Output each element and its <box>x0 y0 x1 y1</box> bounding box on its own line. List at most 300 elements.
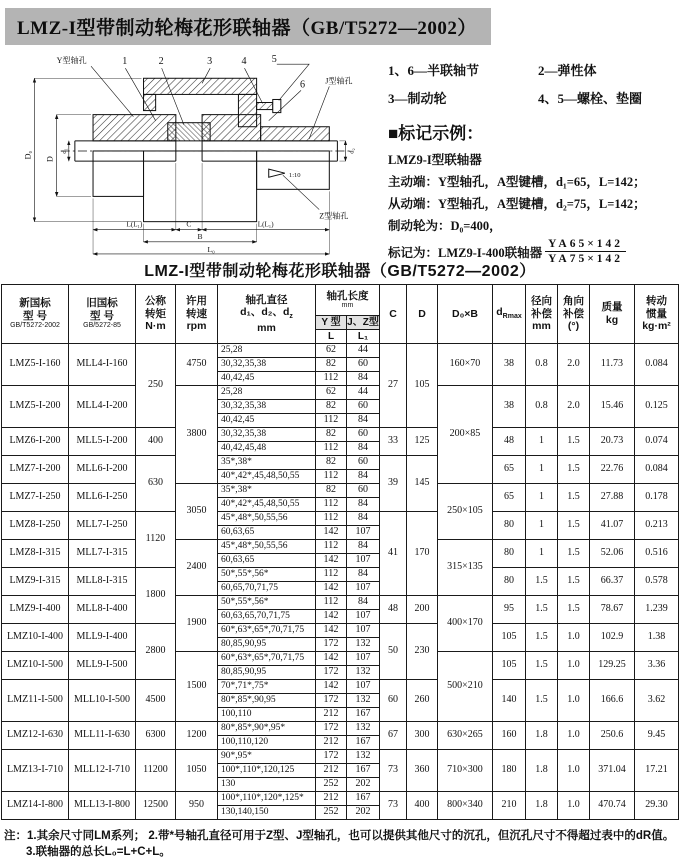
length-l1-cell: 107 <box>347 582 380 596</box>
dim-l-right-label: L(L₁) <box>257 220 274 229</box>
length-l-cell: 212 <box>316 764 347 778</box>
header-c: C <box>380 285 407 344</box>
mass-cell: 41.07 <box>590 512 635 540</box>
header-inertia: 转动 惯量 kg·m² <box>635 285 679 344</box>
d0xb-cell: 160×70 <box>438 344 493 386</box>
legend-row-1 <box>388 60 676 79</box>
length-l-cell: 112 <box>316 470 347 484</box>
torque-cell: 2800 <box>136 624 176 680</box>
left-hub-bottom <box>93 151 143 196</box>
model-old-cell: MLL8-I-315 <box>69 568 136 596</box>
table-row <box>2 750 679 764</box>
bore-diameter-cell: 130,140,150 <box>218 806 316 820</box>
table-row <box>2 792 679 806</box>
length-l1-cell: 84 <box>347 596 380 610</box>
bore-diameter-cell: 40*,42*,45,48,50,55 <box>218 470 316 484</box>
model-new-cell: LMZ5-I-200 <box>2 386 69 428</box>
length-l-cell: 142 <box>316 526 347 540</box>
bore-diameter-cell: 60,65,70,71,75 <box>218 582 316 596</box>
inertia-cell: 0.084 <box>635 456 679 484</box>
speed-cell: 4750 <box>176 344 218 386</box>
model-old-cell: MLL7-I-315 <box>69 540 136 568</box>
drmax-cell: 105 <box>493 652 526 680</box>
model-old-cell: MLL6-I-250 <box>69 484 136 512</box>
c-cell: 39 <box>380 456 407 512</box>
mass-cell: 129.25 <box>590 652 635 680</box>
speed-cell: 3050 <box>176 484 218 540</box>
inertia-cell: 0.516 <box>635 540 679 568</box>
torque-cell: 400 <box>136 428 176 456</box>
length-l-cell: 112 <box>316 512 347 526</box>
legend-item-2: 2—弹性体 <box>538 63 597 78</box>
inertia-cell: 1.38 <box>635 624 679 652</box>
drmax-cell: 80 <box>493 568 526 596</box>
torque-cell: 1800 <box>136 568 176 624</box>
radial-comp-cell: 1.5 <box>526 624 558 652</box>
d0xb-cell: 200×85 <box>438 386 493 484</box>
length-l1-cell: 60 <box>347 484 380 498</box>
speed-cell: 3800 <box>176 386 218 484</box>
designation-text: 标记为：LMZ9-I-400联轴器 <box>388 245 543 260</box>
right-hub-bottom <box>257 151 330 189</box>
mass-cell: 11.73 <box>590 344 635 386</box>
table-row <box>2 624 679 638</box>
model-new-cell: LMZ11-I-500 <box>2 680 69 722</box>
length-l-cell: 142 <box>316 554 347 568</box>
bore-diameter-cell: 90*,95* <box>218 750 316 764</box>
bore-diameter-cell: 45*,48*,50,55,56 <box>218 540 316 554</box>
bore-diameter-cell: 100,110 <box>218 708 316 722</box>
d0xb-cell: 800×340 <box>438 792 493 820</box>
callout-3: 3 <box>207 56 213 68</box>
model-new-cell: LMZ6-I-200 <box>2 428 69 456</box>
dim-d1-label: d₁ <box>60 148 68 154</box>
inertia-cell: 17.21 <box>635 750 679 792</box>
model-new-cell: LMZ10-I-500 <box>2 652 69 680</box>
radial-comp-cell: 1.8 <box>526 750 558 792</box>
table-row <box>2 428 679 442</box>
length-l-cell: 142 <box>316 582 347 596</box>
table-row <box>2 722 679 736</box>
length-l1-cell: 60 <box>347 400 380 414</box>
d-cell: 105 <box>407 344 438 428</box>
drmax-cell: 48 <box>493 428 526 456</box>
model-old-cell: MLL11-I-630 <box>69 722 136 750</box>
length-l1-cell: 44 <box>347 344 380 358</box>
notes-line-1: 注：1.其余尺寸同LM系列； 2.带*号轴孔直径可用于Z型、J型轴孔，也可以提供其他尺寸的沉孔，但沉孔尺寸不得超过表中的dR值。 <box>4 830 675 842</box>
d0xb-cell: 500×210 <box>438 652 493 722</box>
d-cell: 260 <box>407 680 438 722</box>
example-line-3: 从动端：Y型轴孔，A型键槽，d₂=75，L=142； <box>388 197 646 211</box>
length-l1-cell: 84 <box>347 568 380 582</box>
length-l1-cell: 107 <box>347 554 380 568</box>
length-l-cell: 172 <box>316 694 347 708</box>
radial-comp-cell: 1.8 <box>526 792 558 820</box>
bore-diameter-cell: 100*,110*,120,125 <box>218 764 316 778</box>
c-cell: 60 <box>380 680 407 722</box>
fraction-top: YA65×142 <box>545 238 626 252</box>
technical-drawing <box>4 50 382 258</box>
d0xb-cell: 710×300 <box>438 750 493 792</box>
brake-wheel-rim <box>144 78 257 94</box>
length-l1-cell: 84 <box>347 470 380 484</box>
torque-cell: 12500 <box>136 792 176 820</box>
model-new-cell: LMZ7-I-200 <box>2 456 69 484</box>
drmax-cell: 180 <box>493 750 526 792</box>
angular-comp-cell: 1.5 <box>558 456 590 484</box>
c-cell: 41 <box>380 512 407 596</box>
bore-diameter-cell: 70*,71*,75* <box>218 680 316 694</box>
radial-comp-cell: 1 <box>526 428 558 456</box>
length-l1-cell: 84 <box>347 372 380 386</box>
bore-diameter-cell: 30,32,35,38 <box>218 400 316 414</box>
model-old-cell: MLL12-I-710 <box>69 750 136 792</box>
model-old-cell: MLL4-I-200 <box>69 386 136 428</box>
radial-comp-cell: 1.5 <box>526 568 558 596</box>
model-old-cell: MLL5-I-200 <box>69 428 136 456</box>
mass-cell: 22.76 <box>590 456 635 484</box>
length-l-cell: 82 <box>316 400 347 414</box>
left-half-coupling <box>93 115 176 141</box>
speed-cell: 2400 <box>176 540 218 596</box>
example-line-1: LMZ9-I型联轴器 <box>388 153 482 167</box>
length-l1-cell: 167 <box>347 792 380 806</box>
drmax-cell: 210 <box>493 792 526 820</box>
length-l1-cell: 167 <box>347 736 380 750</box>
bore-diameter-cell: 25,28 <box>218 386 316 400</box>
length-l-cell: 82 <box>316 358 347 372</box>
table-row <box>2 386 679 400</box>
d-cell: 200 <box>407 596 438 624</box>
table-row <box>2 512 679 526</box>
d-cell: 170 <box>407 512 438 596</box>
header-torque: 公称 转矩 N·m <box>136 285 176 344</box>
dim-b-label: B <box>197 231 203 241</box>
length-l1-cell: 132 <box>347 750 380 764</box>
model-old-cell: MLL4-I-160 <box>69 344 136 386</box>
c-cell: 73 <box>380 792 407 820</box>
taper-label: 1:10 <box>288 172 301 180</box>
c-cell: 27 <box>380 344 407 428</box>
length-l-cell: 82 <box>316 456 347 470</box>
d0xb-cell: 630×265 <box>438 722 493 750</box>
model-new-cell: LMZ8-I-315 <box>2 540 69 568</box>
model-new-cell: LMZ7-I-250 <box>2 484 69 512</box>
length-l1-cell: 132 <box>347 694 380 708</box>
length-l1-cell: 107 <box>347 610 380 624</box>
dim-l-left-label: L(L₁) <box>126 220 143 229</box>
callout-4: 4 <box>241 56 247 68</box>
length-l-cell: 62 <box>316 386 347 400</box>
drmax-cell: 80 <box>493 540 526 568</box>
header-angular-comp: 角向 补偿 (°) <box>558 285 590 344</box>
fraction-bottom: YA75×142 <box>548 253 624 265</box>
bore-diameter-cell: 100,110,120 <box>218 736 316 750</box>
radial-comp-cell: 1 <box>526 484 558 512</box>
callout-2: 2 <box>158 56 164 68</box>
speed-cell: 1200 <box>176 722 218 750</box>
mass-cell: 102.9 <box>590 624 635 652</box>
angular-comp-cell: 2.0 <box>558 344 590 386</box>
length-l1-cell: 167 <box>347 708 380 722</box>
model-new-cell: LMZ9-I-400 <box>2 596 69 624</box>
inertia-cell: 0.084 <box>635 344 679 386</box>
bore-diameter-cell: 50*,55*,56* <box>218 568 316 582</box>
dim-c-label: C <box>186 219 192 229</box>
length-l1-cell: 60 <box>347 456 380 470</box>
drmax-cell: 65 <box>493 456 526 484</box>
torque-cell: 250 <box>136 344 176 428</box>
notes-line-2: 3.联轴器的总长L₀=L+C+L。 <box>26 846 171 859</box>
bore-diameter-cell: 60,63,65 <box>218 554 316 568</box>
bore-diameter-cell: 35*,38* <box>218 456 316 470</box>
length-l1-cell: 107 <box>347 652 380 666</box>
c-cell: 50 <box>380 624 407 680</box>
table-row <box>2 680 679 694</box>
length-l-cell: 172 <box>316 722 347 736</box>
y-bore-label: Y型轴孔 <box>56 56 87 66</box>
j-bore-label: J型轴孔 <box>325 76 353 86</box>
header-radial-comp: 径向 补偿 mm <box>526 285 558 344</box>
table-row <box>2 344 679 358</box>
angular-comp-cell: 1.0 <box>558 652 590 680</box>
radial-comp-cell: 1.5 <box>526 652 558 680</box>
notes <box>4 828 678 860</box>
length-l-cell: 82 <box>316 428 347 442</box>
right-hub <box>261 127 330 141</box>
callout-5: 5 <box>271 54 277 66</box>
length-l1-cell: 84 <box>347 442 380 456</box>
table-row <box>2 652 679 666</box>
model-new-cell: LMZ8-I-250 <box>2 512 69 540</box>
length-l-cell: 142 <box>316 652 347 666</box>
table-row <box>2 540 679 554</box>
length-l-cell: 112 <box>316 372 347 386</box>
callout-6: 6 <box>300 79 306 91</box>
bore-diameter-cell: 45*,48*,50,55,56 <box>218 512 316 526</box>
mass-cell: 166.6 <box>590 680 635 722</box>
c-cell: 48 <box>380 596 407 624</box>
d-cell: 125 <box>407 428 438 456</box>
spec-table <box>1 284 679 820</box>
bore-diameter-cell: 80*,85*,90,95 <box>218 694 316 708</box>
model-old-cell: MLL13-I-800 <box>69 792 136 820</box>
length-l1-cell: 84 <box>347 414 380 428</box>
bore-diameter-cell: 40,42,45 <box>218 372 316 386</box>
speed-cell: 1500 <box>176 652 218 722</box>
mass-cell: 15.46 <box>590 386 635 428</box>
radial-comp-cell: 1 <box>526 512 558 540</box>
radial-comp-cell: 1 <box>526 540 558 568</box>
model-old-cell: MLL6-I-200 <box>69 456 136 484</box>
radial-comp-cell: 0.8 <box>526 386 558 428</box>
legend-row-2 <box>388 88 676 107</box>
legend-item-3: 3—制动轮 <box>388 91 447 106</box>
mass-cell: 470.74 <box>590 792 635 820</box>
length-l-cell: 112 <box>316 414 347 428</box>
model-new-cell: LMZ9-I-315 <box>2 568 69 596</box>
table-row <box>2 484 679 498</box>
speed-cell: 1900 <box>176 596 218 652</box>
angular-comp-cell: 1.5 <box>558 568 590 596</box>
inertia-cell: 3.36 <box>635 652 679 680</box>
bore-diameter-cell: 60*,63*,65*,70,71,75 <box>218 624 316 638</box>
mass-cell: 20.73 <box>590 428 635 456</box>
inertia-cell: 1.239 <box>635 596 679 624</box>
bore-diameter-cell: 25,28 <box>218 344 316 358</box>
length-l1-cell: 107 <box>347 526 380 540</box>
radial-comp-cell: 0.8 <box>526 344 558 386</box>
length-l-cell: 142 <box>316 610 347 624</box>
angular-comp-cell: 1.0 <box>558 624 590 652</box>
header-d: D <box>407 285 438 344</box>
bore-diameter-cell: 30,32,35,38 <box>218 428 316 442</box>
length-l1-cell: 132 <box>347 638 380 652</box>
length-l1-cell: 44 <box>347 386 380 400</box>
drmax-cell: 140 <box>493 680 526 722</box>
drmax-cell: 105 <box>493 624 526 652</box>
length-l-cell: 112 <box>316 498 347 512</box>
bore-diameter-cell: 80*,85*,90*,95* <box>218 722 316 736</box>
angular-comp-cell: 1.5 <box>558 596 590 624</box>
length-l1-cell: 60 <box>347 428 380 442</box>
legend-item-4: 4、5—螺栓、垫圈 <box>538 91 643 106</box>
length-l-cell: 112 <box>316 442 347 456</box>
bore-diameter-cell: 35*,38* <box>218 484 316 498</box>
header-drmax: $d_{Rmax}$ <box>493 285 526 344</box>
model-old-cell: MLL7-I-250 <box>69 512 136 540</box>
length-l-cell: 142 <box>316 680 347 694</box>
angular-comp-cell: 1.5 <box>558 428 590 456</box>
c-cell: 73 <box>380 750 407 792</box>
radial-comp-cell: 1.5 <box>526 680 558 722</box>
coupling-section <box>61 78 352 221</box>
length-l1-cell: 107 <box>347 624 380 638</box>
d0xb-cell: 315×135 <box>438 540 493 596</box>
taper-mark <box>269 169 285 177</box>
length-l-cell: 112 <box>316 596 347 610</box>
legend-item-1: 1、6—半联轴节 <box>388 63 480 78</box>
d0xb-cell: 400×170 <box>438 596 493 652</box>
torque-cell: 11200 <box>136 750 176 792</box>
angular-comp-cell: 1.5 <box>558 484 590 512</box>
bore-diameter-cell: 100*,110*,120*,125* <box>218 792 316 806</box>
length-l1-cell: 84 <box>347 540 380 554</box>
model-old-cell: MLL9-I-500 <box>69 652 136 680</box>
bore-diameter-cell: 60*,63*,65*,70,71,75 <box>218 652 316 666</box>
length-l1-cell: 167 <box>347 764 380 778</box>
length-l-cell: 62 <box>316 344 347 358</box>
table-row <box>2 568 679 582</box>
length-l-cell: 172 <box>316 750 347 764</box>
model-new-cell: LMZ13-I-710 <box>2 750 69 792</box>
example-heading: ■标记示例： <box>388 124 484 143</box>
radial-comp-cell: 1.5 <box>526 596 558 624</box>
angular-comp-cell: 1.0 <box>558 722 590 750</box>
example-line-4: 制动轮为：D₀=400， <box>388 219 502 233</box>
drmax-cell: 38 <box>493 386 526 428</box>
length-l1-cell: 202 <box>347 778 380 792</box>
radial-comp-cell: 1 <box>526 456 558 484</box>
model-new-cell: LMZ10-I-400 <box>2 624 69 652</box>
length-l1-cell: 132 <box>347 666 380 680</box>
angular-comp-cell: 2.0 <box>558 386 590 428</box>
header-l: L <box>316 330 347 344</box>
bolt <box>257 103 273 110</box>
d-cell: 300 <box>407 722 438 750</box>
header-l1: L₁ <box>347 330 380 344</box>
speed-cell: 950 <box>176 792 218 820</box>
mass-cell: 52.06 <box>590 540 635 568</box>
page-title: LMZ-I型带制动轮梅花形联轴器（GB/T5272—2002） <box>5 8 491 45</box>
length-l1-cell: 84 <box>347 512 380 526</box>
bore-diameter-cell: 60,63,65,70,71,75 <box>218 610 316 624</box>
bore-diameter-cell: 40*,42*,45,48,50,55 <box>218 498 316 512</box>
angular-comp-cell: 1.0 <box>558 792 590 820</box>
bore-diameter-cell: 40,42,45,48 <box>218 442 316 456</box>
callout-1: 1 <box>122 56 128 68</box>
torque-cell: 6300 <box>136 722 176 750</box>
header-speed: 许用 转速 rpm <box>176 285 218 344</box>
inertia-cell: 0.213 <box>635 512 679 540</box>
mass-cell: 371.04 <box>590 750 635 792</box>
header-jz-type: J、Z型 <box>347 316 379 328</box>
mass-cell: 78.67 <box>590 596 635 624</box>
torque-cell: 1120 <box>136 512 176 568</box>
length-l-cell: 212 <box>316 736 347 750</box>
header-bore-diameter: 轴孔直径 d₁、d₂、$d_z$ mm <box>218 285 316 344</box>
torque-cell: 4500 <box>136 680 176 722</box>
bore-diameter-cell: 130 <box>218 778 316 792</box>
c-cell: 67 <box>380 722 407 750</box>
d-cell: 400 <box>407 792 438 820</box>
model-new-cell: LMZ5-I-160 <box>2 344 69 386</box>
inertia-cell: 3.62 <box>635 680 679 722</box>
mass-cell: 66.37 <box>590 568 635 596</box>
drmax-cell: 65 <box>493 484 526 512</box>
table-row <box>2 456 679 470</box>
table-row <box>2 596 679 610</box>
length-l-cell: 252 <box>316 778 347 792</box>
inertia-cell: 29.30 <box>635 792 679 820</box>
drmax-cell: 160 <box>493 722 526 750</box>
table-title: LMZ-I型带制动轮梅花形联轴器（GB/T5272—2002） <box>144 263 536 280</box>
model-old-cell: MLL8-I-400 <box>69 596 136 624</box>
model-old-cell: MLL10-I-500 <box>69 680 136 722</box>
model-new-cell: LMZ14-I-800 <box>2 792 69 820</box>
header-y-type: Y 型 <box>316 316 347 330</box>
radial-comp-cell: 1.8 <box>526 722 558 750</box>
length-l1-cell: 132 <box>347 722 380 736</box>
bore-diameter-cell: 50*,55*,56* <box>218 596 316 610</box>
bore-diameter-cell: 80,85,90,95 <box>218 666 316 680</box>
length-l-cell: 252 <box>316 806 347 820</box>
dim-l0-label: L₀ <box>207 244 215 254</box>
length-l-cell: 112 <box>316 540 347 554</box>
length-l1-cell: 107 <box>347 680 380 694</box>
d-cell: 145 <box>407 456 438 512</box>
model-new-cell: LMZ12-I-630 <box>2 722 69 750</box>
drmax-cell: 38 <box>493 344 526 386</box>
d-cell: 360 <box>407 750 438 792</box>
length-l1-cell: 202 <box>347 806 380 820</box>
angular-comp-cell: 1.0 <box>558 750 590 792</box>
inertia-cell: 0.578 <box>635 568 679 596</box>
length-l-cell: 142 <box>316 624 347 638</box>
length-l1-cell: 60 <box>347 358 380 372</box>
bore-diameter-cell: 30,32,35,38 <box>218 358 316 372</box>
mass-cell: 250.6 <box>590 722 635 750</box>
